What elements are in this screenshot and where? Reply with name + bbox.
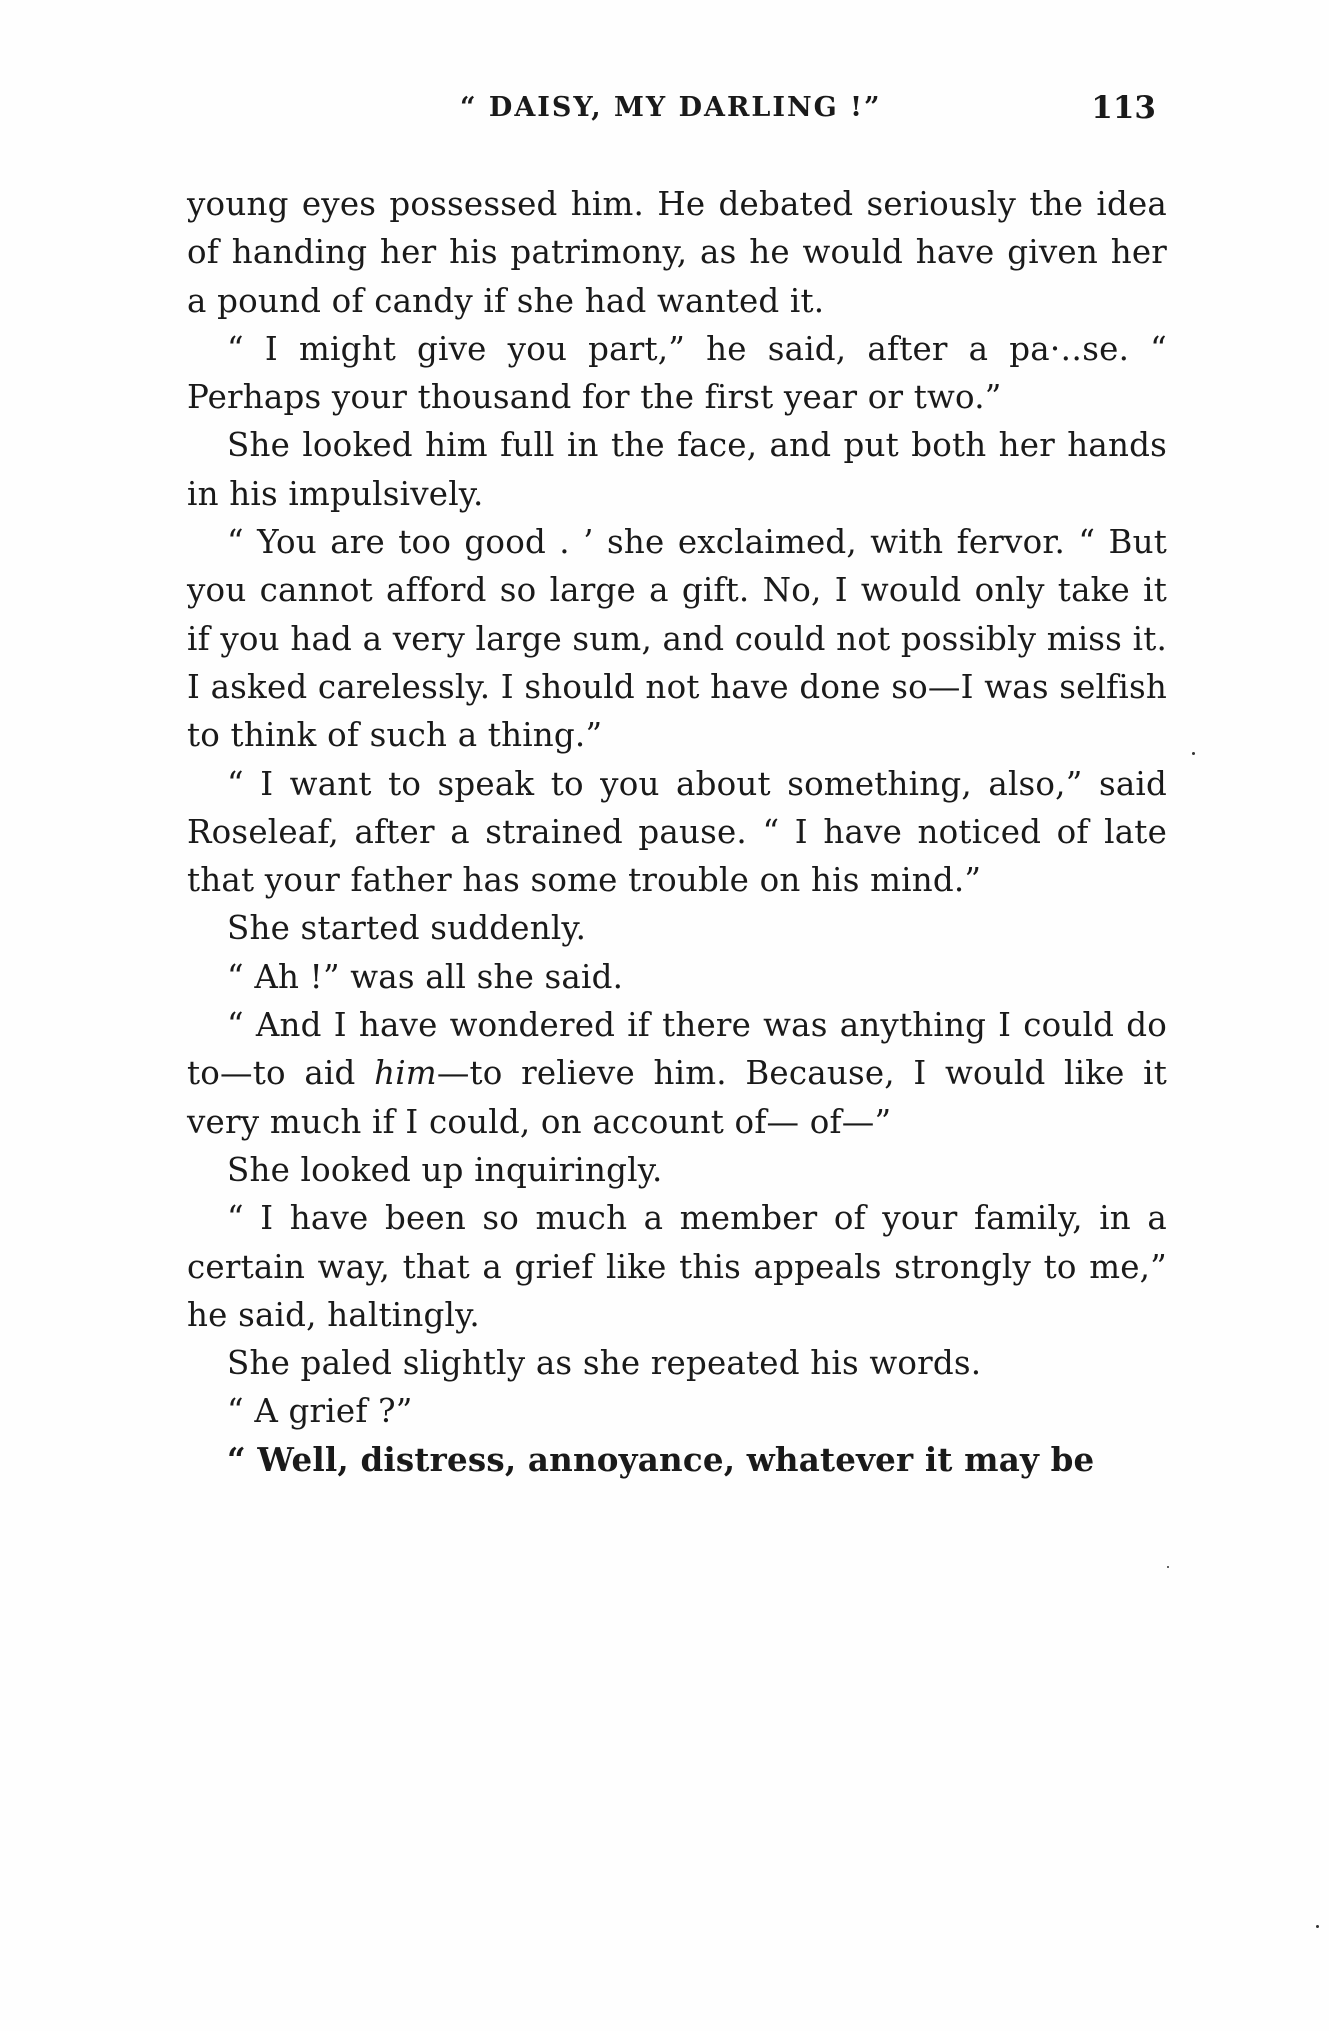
paragraph-text: “ And I have wondered if there was anything I could do to—to aid [187,1006,1167,1093]
paragraph: young eyes possessed him. He debated seriously the idea of handing her his patrimony, as he would have given her a pound of candy if she had wanted it. [187,185,1167,320]
body-text [187,180,1167,1484]
paragraph: “ I might give you part,” he said, after a pa·‥se. “ Perhaps your thousand for the first year or two.” [187,329,1167,417]
paragraph: “ Well, distress, annoyance, whatever it may be [227,1439,1095,1479]
running-title: “ DAISY, MY DARLING !” [460,92,882,123]
paragraph: She looked up inquiringly. [227,1150,663,1189]
page-number: 113 [1091,90,1156,126]
paragraph [187,1001,1167,1146]
paragraph: “ Ah !” was all she said. [227,957,624,996]
paragraph: She looked him full in the face, and put both her hands in his impulsively. [187,426,1167,513]
paragraph-text: —to relieve him. Because, I would like it very much if I could, on account of— of—” [187,1054,1167,1141]
paragraph: “ You are too good . ’ she exclaimed, with fervor. “ But you cannot afford so large a gift. No, I would only take it if you had a very large sum, and could not possibly miss it. I asked carelessly. I should not have done so—I was selfish to think of such a thing.” [187,523,1167,755]
print-speck [1192,752,1195,755]
paragraph: “ I have been so much a member of your family, in a certain way, that a grief like this appeals strongly to me,” he said, haltingly. [187,1199,1167,1334]
running-head [190,92,1170,132]
paragraph: She started suddenly. [227,909,587,948]
italic-word: him [374,1054,437,1093]
print-speck [1316,1925,1319,1928]
paragraph: She paled slightly as she repeated his words. [227,1344,982,1383]
paragraph: “ I want to speak to you about something, also,” said Roseleaf, after a strained pause. “ I have noticed of late that your father has some trouble on his mind.” [187,764,1167,900]
print-speck [1167,1566,1169,1568]
paragraph: “ A grief ?” [227,1392,413,1431]
